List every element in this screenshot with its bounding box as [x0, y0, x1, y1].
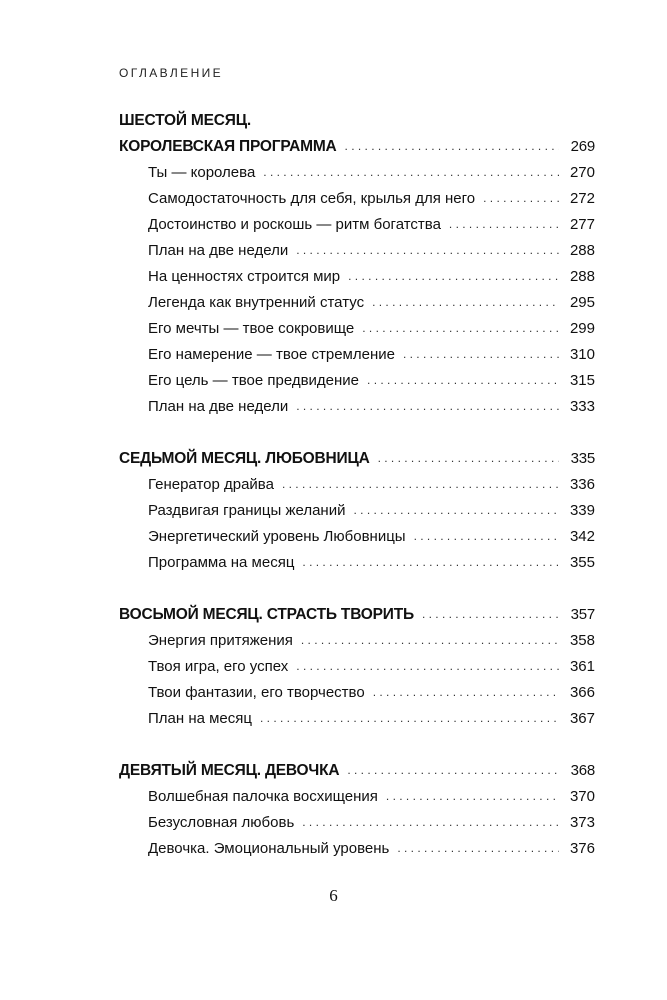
entry-title: Самодостаточность для себя, крылья для него: [148, 190, 476, 207]
page-number: 368: [570, 762, 595, 779]
toc-entry[interactable]: [119, 836, 595, 862]
chapter-title: ВОСЬМОЙ МЕСЯЦ. СТРАСТЬ ТВОРИТЬ: [119, 606, 414, 623]
page-number: 361: [569, 658, 595, 675]
dot-leader: [372, 289, 559, 315]
entry-title: Волшебная палочка восхищения: [148, 788, 378, 805]
toc-entry[interactable]: [119, 212, 595, 238]
toc-entry[interactable]: [119, 290, 595, 316]
chapter-title: СЕДЬМОЙ МЕСЯЦ. ЛЮБОВНИЦА: [119, 450, 370, 467]
page-number: 269: [570, 138, 595, 155]
toc-chapter-entry[interactable]: [119, 134, 595, 160]
entry-title: Энергия притяжения: [148, 632, 293, 649]
page-number: 367: [569, 710, 595, 727]
entry-title: План на две недели: [148, 242, 289, 259]
dot-leader: [386, 783, 559, 809]
page-number: 373: [569, 814, 595, 831]
page-number: 315: [569, 372, 595, 389]
entry-title: Девочка. Эмоциональный уровень: [148, 840, 390, 857]
toc-section-month-8: [119, 602, 595, 732]
page-number: 336: [569, 476, 595, 493]
dot-leader: [373, 679, 559, 705]
page-number: 277: [569, 216, 595, 233]
page-number: 310: [569, 346, 595, 363]
toc-entry[interactable]: [119, 186, 595, 212]
dot-leader: [367, 367, 559, 393]
page-number: 270: [569, 164, 595, 181]
toc-entry[interactable]: [119, 394, 595, 420]
toc-chapter-entry[interactable]: [119, 758, 595, 784]
entry-title: Энергетический уровень Любовницы: [148, 528, 406, 545]
toc-entry[interactable]: [119, 680, 595, 706]
entry-title: Легенда как внутренний статус: [148, 294, 365, 311]
toc-entry[interactable]: [119, 238, 595, 264]
toc-entry[interactable]: [119, 784, 595, 810]
dot-leader: [414, 523, 559, 549]
dot-leader: [348, 263, 559, 289]
entry-title: План на месяц: [148, 710, 252, 727]
dot-leader: [483, 185, 559, 211]
entry-title: Безусловная любовь: [148, 814, 295, 831]
dot-leader: [347, 757, 559, 783]
entry-title: План на две недели: [148, 398, 289, 415]
dot-leader: [282, 471, 559, 497]
entry-title: Его мечты — твое сокровище: [148, 320, 355, 337]
toc-chapter-entry[interactable]: [119, 602, 595, 628]
page-number: 357: [570, 606, 595, 623]
toc-entry[interactable]: [119, 550, 595, 576]
toc-entry[interactable]: [119, 654, 595, 680]
page-number: 366: [569, 684, 595, 701]
toc-entry[interactable]: [119, 810, 595, 836]
toc-entry[interactable]: [119, 368, 595, 394]
table-of-contents: [119, 108, 595, 888]
entry-title: Твои фантазии, его творчество: [148, 684, 365, 701]
dot-leader: [403, 341, 559, 367]
entry-title: Ты — королева: [148, 164, 256, 181]
entry-title: Его цель — твое предвидение: [148, 372, 360, 389]
dot-leader: [296, 653, 559, 679]
page-number: 288: [569, 242, 595, 259]
dot-leader: [302, 809, 559, 835]
dot-leader: [296, 393, 559, 419]
dot-leader: [397, 835, 559, 861]
dot-leader: [353, 497, 559, 523]
chapter-title: ДЕВЯТЫЙ МЕСЯЦ. ДЕВОЧКА: [119, 762, 340, 779]
entry-title: Его намерение — твое стремление: [148, 346, 395, 363]
chapter-title: ШЕСТОЙ МЕСЯЦ.: [119, 112, 251, 129]
page-number: 288: [569, 268, 595, 285]
dot-leader: [345, 133, 559, 159]
dot-leader: [362, 315, 559, 341]
dot-leader: [263, 159, 559, 185]
toc-entry[interactable]: [119, 628, 595, 654]
page-number: 272: [569, 190, 595, 207]
page-number: 358: [569, 632, 595, 649]
toc-entry[interactable]: [119, 524, 595, 550]
entry-title: На ценностях строится мир: [148, 268, 341, 285]
page-number: 333: [569, 398, 595, 415]
toc-entry[interactable]: [119, 316, 595, 342]
toc-entry[interactable]: [119, 706, 595, 732]
page-number: 370: [569, 788, 595, 805]
toc-section-month-7: [119, 446, 595, 576]
dot-leader: [449, 211, 559, 237]
entry-title: Твоя игра, его успех: [148, 658, 289, 675]
dot-leader: [296, 237, 559, 263]
entry-title: Достоинство и роскошь — ритм богатства: [148, 216, 441, 233]
dot-leader: [301, 627, 559, 653]
page-number: 342: [569, 528, 595, 545]
page-number: 335: [570, 450, 595, 467]
page-number: 295: [569, 294, 595, 311]
toc-chapter-entry[interactable]: [119, 446, 595, 472]
toc-section-month-9: [119, 758, 595, 862]
toc-entry[interactable]: [119, 472, 595, 498]
page-number: 376: [569, 840, 595, 857]
dot-leader: [302, 549, 559, 575]
page-number: 299: [569, 320, 595, 337]
page-folio: 6: [329, 886, 338, 905]
running-header: ОГЛАВЛЕНИЕ: [119, 66, 224, 80]
entry-title: Генератор драйва: [148, 476, 274, 493]
toc-entry[interactable]: [119, 264, 595, 290]
toc-entry[interactable]: [119, 498, 595, 524]
chapter-title-continued: КОРОЛЕВСКАЯ ПРОГРАММА: [119, 138, 337, 155]
toc-entry[interactable]: [119, 160, 595, 186]
page-number: 339: [569, 502, 595, 519]
toc-section-month-6: [119, 108, 595, 420]
page-number: 355: [569, 554, 595, 571]
entry-title: Программа на месяц: [148, 554, 295, 571]
dot-leader: [422, 601, 559, 627]
entry-title: Раздвигая границы желаний: [148, 502, 346, 519]
dot-leader: [378, 445, 559, 471]
toc-entry[interactable]: [119, 342, 595, 368]
dot-leader: [260, 705, 559, 731]
